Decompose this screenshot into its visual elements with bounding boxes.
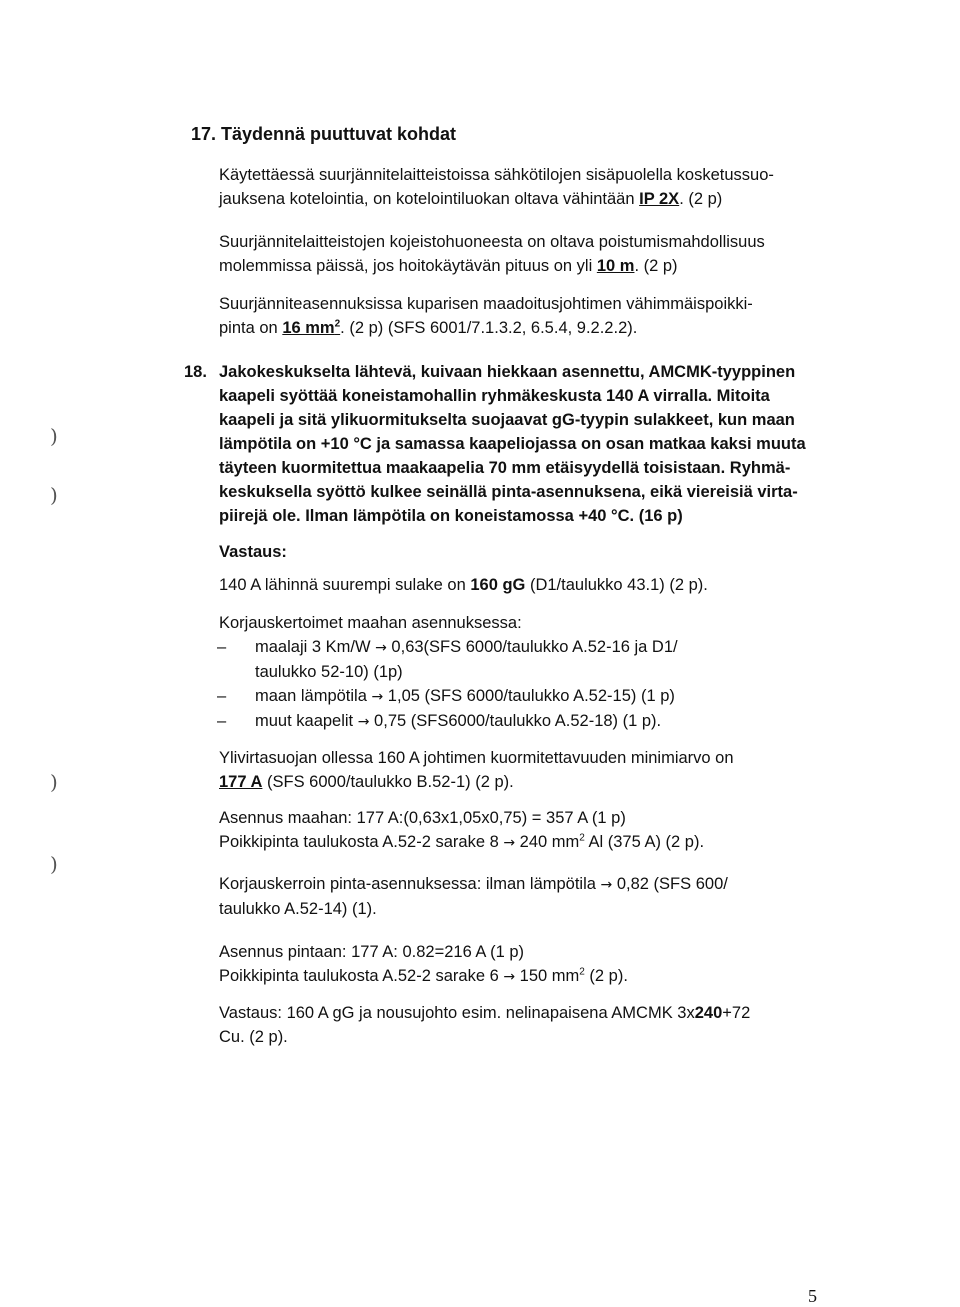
text-segment: Poikkipinta taulukosta A.52-2 sarake 6	[219, 967, 504, 985]
text-segment: 1,05 (SFS 6000/taulukko A.52-15) (1 p)	[383, 687, 675, 705]
question-line: piirejä ole. Ilman lämpötila on koneistamossa +40 °C. (16 p)	[219, 507, 683, 525]
superscript: 2	[579, 832, 585, 844]
list-text	[255, 635, 678, 660]
text-segment: +72	[722, 1004, 751, 1022]
list-text	[255, 684, 675, 709]
list-item	[219, 709, 678, 734]
paragraph-line	[219, 254, 765, 278]
ground-installation-paragraph	[219, 806, 704, 855]
paragraph-line: taulukko A.52-14) (1).	[219, 900, 377, 918]
correction-factors-heading: Korjauskertoimet maahan asennuksessa:	[219, 614, 522, 632]
margin-mark: )	[50, 770, 58, 794]
dash-bullet: –	[217, 638, 227, 656]
text-segment: 150 mm	[515, 967, 580, 985]
paragraph-line: Suurjännitelaitteistojen kojeistohuoneesta on oltava poistumismahdollisuus	[219, 233, 765, 251]
overcurrent-paragraph	[219, 746, 734, 794]
question-line: Jakokeskukselta lähtevä, kuivaan hiekkaan asennettu, AMCMK-tyyppinen	[219, 363, 796, 381]
text-segment: 140 A lähinnä suurempi sulake on	[219, 576, 471, 594]
fill-in-answer: 10 m	[596, 257, 635, 275]
text-segment: 16 mm	[282, 319, 335, 337]
paragraph-line	[219, 964, 628, 989]
right-arrow-icon: →	[503, 969, 516, 985]
superscript: 2	[334, 318, 341, 330]
surface-installation-paragraph	[219, 940, 628, 989]
right-arrow-icon: →	[375, 640, 387, 656]
fuse-answer	[219, 573, 708, 597]
question-17-heading: 17. Täydennä puuttuvat kohdat	[191, 124, 457, 144]
page-number: 5	[808, 1286, 817, 1306]
text-segment: (SFS 6000/taulukko B.52-1) (2 p).	[262, 773, 514, 791]
question-17-paragraph-3	[219, 292, 753, 340]
text-segment: pinta on	[219, 319, 283, 337]
right-arrow-icon: →	[600, 877, 613, 893]
text-segment: 0,63(SFS 6000/taulukko A.52-16 ja D1/	[386, 638, 678, 656]
right-arrow-icon: →	[503, 835, 516, 851]
text-segment: jauksena kotelointia, on kotelointiluokan oltava vähintään	[219, 190, 640, 208]
fill-in-answer	[282, 319, 340, 337]
list-text: taulukko 52-10) (1p)	[255, 663, 403, 681]
text-segment: Poikkipinta taulukosta A.52-2 sarake 8	[219, 833, 504, 851]
paragraph-line: Ylivirtasuojan ollessa 160 A johtimen kuormitettavuuden minimiarvo on	[219, 749, 734, 767]
text-segment: maalaji 3 Km/W	[255, 638, 376, 656]
text-segment: . (2 p)	[679, 190, 723, 208]
question-17-paragraph-1	[219, 163, 774, 211]
final-answer-paragraph	[219, 1001, 750, 1049]
superscript: 2	[579, 966, 585, 978]
margin-mark: )	[50, 483, 58, 507]
dash-bullet: –	[217, 687, 227, 705]
right-arrow-icon: →	[357, 714, 370, 730]
question-18-text	[219, 360, 806, 528]
question-18-number: 18.	[184, 363, 207, 381]
list-item	[219, 635, 678, 660]
paragraph-line: Käytettäessä suurjännitelaitteistoissa sähkötilojen sisäpuolella kosketussuo-	[219, 166, 774, 184]
paragraph-line: Cu. (2 p).	[219, 1028, 288, 1046]
paragraph-line	[219, 1001, 750, 1025]
text-segment: Korjauskerroin pinta-asennuksessa: ilman lämpötila	[219, 875, 601, 893]
question-line: täyteen kuormitettua maakaapelia 70 mm etäisyydellä toisistaan. Ryhmä-	[219, 459, 791, 477]
cable-size-value: 240	[694, 1004, 723, 1022]
question-line: keskuksella syöttö kulkee seinällä pinta-asennuksena, eikä viereisiä virta-	[219, 483, 798, 501]
surface-factor-paragraph	[219, 872, 728, 921]
text-segment: maan lämpötila	[255, 687, 372, 705]
text-segment: . (2 p) (SFS 6001/7.1.3.2, 6.5.4, 9.2.2.2).	[340, 319, 638, 337]
list-text	[255, 709, 661, 734]
paragraph-line	[219, 770, 734, 794]
question-17-paragraph-2	[219, 230, 765, 278]
text-segment: 0,75 (SFS6000/taulukko A.52-18) (1 p).	[369, 712, 662, 730]
fill-in-answer: IP 2X	[639, 190, 680, 208]
margin-mark: )	[50, 852, 58, 876]
margin-mark: )	[50, 424, 58, 448]
list-item	[219, 684, 678, 709]
paragraph-line	[219, 830, 704, 855]
text-segment: molemmissa päissä, jos hoitokäytävän pituus on yli	[219, 257, 597, 275]
text-segment: Vastaus: 160 A gG ja nousujohto esim. nelinapaisena AMCMK 3x	[219, 1004, 695, 1022]
text-segment: Al (375 A) (2 p).	[584, 833, 705, 851]
fuse-value: 160 gG	[470, 576, 526, 594]
text-segment: muut kaapelit	[255, 712, 358, 730]
dash-bullet: –	[217, 712, 227, 730]
question-line: kaapeli ja sitä ylikuormitukselta suojaavat gG-tyypin sulakkeet, kun maan	[219, 411, 795, 429]
list-item-continuation	[219, 660, 678, 684]
paragraph-line: Asennus pintaan: 177 A: 0.82=216 A (1 p)	[219, 943, 525, 961]
minimum-capacity-value: 177 A	[219, 773, 263, 791]
paragraph-line: Asennus maahan: 177 A:(0,63x1,05x0,75) = 357 A (1 p)	[219, 809, 626, 827]
correction-factors-list	[219, 635, 678, 734]
text-segment: (D1/taulukko 43.1) (2 p).	[525, 576, 708, 594]
text-segment: . (2 p)	[634, 257, 678, 275]
paragraph-line	[219, 872, 728, 897]
question-line: lämpötila on +10 °C ja samassa kaapeliojassa on osan matkaa kaksi muuta	[219, 435, 806, 453]
text-segment: (2 p).	[584, 967, 628, 985]
text-segment: 240 mm	[515, 833, 580, 851]
right-arrow-icon: →	[371, 689, 384, 705]
answer-label: Vastaus:	[219, 543, 287, 561]
question-line: kaapeli syöttää koneistamohallin ryhmäkeskusta 140 A virralla. Mitoita	[219, 387, 770, 405]
paragraph-line: Suurjänniteasennuksissa kuparisen maadoitusjohtimen vähimmäispoikki-	[219, 295, 753, 313]
text-segment: 0,82 (SFS 600/	[612, 875, 728, 893]
paragraph-line	[219, 187, 774, 211]
paragraph-line	[219, 316, 753, 340]
